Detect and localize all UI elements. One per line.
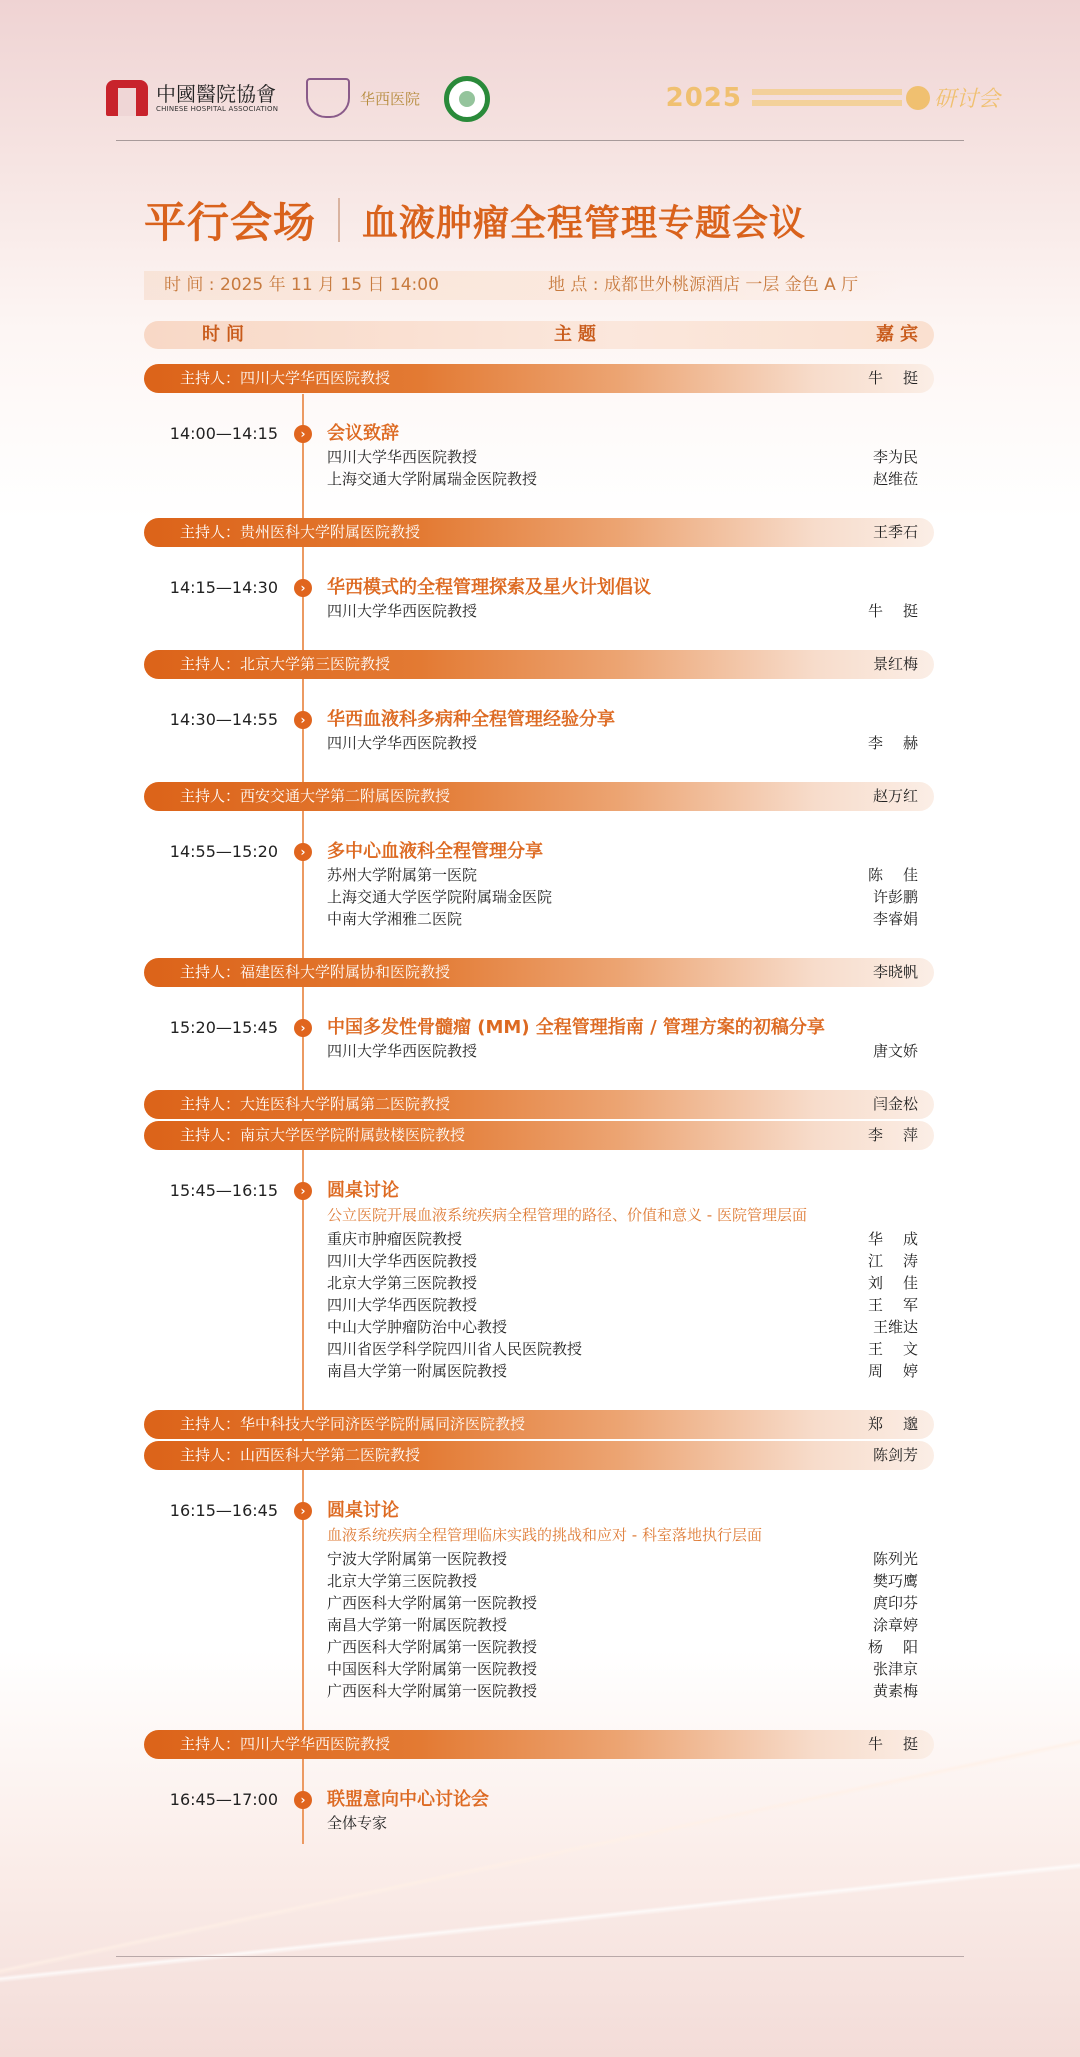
session-time: 16:15—16:45 (169, 1501, 278, 1520)
session-item (0, 395, 1080, 518)
speaker-org: 北京大学第三医院教授 (327, 1572, 478, 1590)
guest-name: 李睿娟 (872, 910, 918, 928)
chevron-right-icon: › (294, 1791, 312, 1809)
speaker-row (327, 1548, 918, 1570)
speaker-row (327, 1228, 918, 1250)
speaker-row (327, 1040, 918, 1062)
speaker-row (327, 468, 918, 490)
session-item (0, 989, 1080, 1090)
logo-bar (106, 78, 1000, 122)
host-label: 主持人：北京大学第三医院教授 (180, 655, 391, 673)
conference-year: 2025 (665, 82, 742, 113)
speaker-org: 上海交通大学附属瑞金医院教授 (327, 470, 538, 488)
guest-name: 李 赫 (868, 734, 918, 752)
speaker-row (327, 1636, 918, 1658)
host-label: 主持人：南京大学医学院附属鼓楼医院教授 (180, 1126, 466, 1144)
guest-name: 唐文娇 (872, 1042, 918, 1060)
speaker-org: 广西医科大学附属第一医院教授 (327, 1594, 538, 1612)
speaker-row (327, 1570, 918, 1592)
speaker-row (327, 908, 918, 930)
guest-name: 王 军 (868, 1296, 918, 1314)
info-time: 时 间 : 2025 年 11 月 15 日 14:00 (164, 275, 439, 295)
speaker-row (327, 1294, 918, 1316)
host-label: 主持人：华中科技大学同济医学院附属同济医院教授 (180, 1415, 526, 1433)
host-bar (144, 782, 934, 811)
session-time: 16:45—17:00 (169, 1790, 278, 1809)
host-name: 牛 挺 (868, 1735, 918, 1753)
session-item (0, 1472, 1080, 1730)
speaker-org: 上海交通大学医学院附属瑞金医院 (327, 888, 553, 906)
guest-name: 王维达 (872, 1318, 918, 1336)
conference-seal-icon (906, 86, 930, 110)
host-bar (144, 958, 934, 987)
society-seal-icon (444, 76, 490, 122)
host-label: 主持人：西安交通大学第二附属医院教授 (180, 787, 451, 805)
host-name: 闫金松 (872, 1095, 918, 1113)
host-name: 王季石 (872, 523, 918, 541)
guest-name: 陈列光 (872, 1550, 918, 1568)
chevron-right-icon: › (294, 843, 312, 861)
speaker-org: 南昌大学第一附属医院教授 (327, 1616, 508, 1634)
guest-name: 江 涛 (868, 1252, 918, 1270)
speaker-row (327, 1338, 918, 1360)
chinese-hospital-association-logo (106, 80, 278, 116)
speaker-org: 南昌大学第一附属医院教授 (327, 1362, 508, 1380)
speaker-org: 四川大学华西医院教授 (327, 602, 478, 620)
speaker-row (327, 1250, 918, 1272)
speaker-row (327, 1592, 918, 1614)
speaker-row (327, 732, 918, 754)
speaker-org: 四川省医学科学院四川省人民医院教授 (327, 1340, 583, 1358)
session-title: 华西模式的全程管理探索及星火计划倡议 (327, 577, 651, 598)
speaker-row (327, 1812, 918, 1834)
guest-name: 赵维莅 (872, 470, 918, 488)
column-header (144, 321, 934, 349)
speaker-org: 四川大学华西医院教授 (327, 448, 478, 466)
conference-word: 研讨会 (933, 87, 1000, 112)
guest-name: 华 成 (868, 1230, 918, 1248)
speaker-org: 苏州大学附属第一医院 (327, 866, 478, 884)
speaker-row (327, 886, 918, 908)
column-topic: 主题 (554, 324, 602, 345)
speaker-row (327, 864, 918, 886)
footer-divider (116, 1956, 964, 1957)
guest-name: 王 文 (868, 1340, 918, 1358)
guest-name: 刘 佳 (868, 1274, 918, 1292)
session-title: 圆桌讨论 (327, 1180, 399, 1201)
session-title: 联盟意向中心讨论会 (327, 1789, 489, 1810)
speaker-org: 北京大学第三医院教授 (327, 1274, 478, 1292)
speaker-org: 中山大学肿瘤防治中心教授 (327, 1318, 508, 1336)
speaker-org: 全体专家 (327, 1814, 388, 1832)
speaker-row (327, 1680, 918, 1702)
title-venue: 平行会场 (144, 198, 317, 247)
guest-name: 黄素梅 (872, 1682, 918, 1700)
session-title: 圆桌讨论 (327, 1500, 399, 1521)
session-time: 14:00—14:15 (169, 424, 278, 443)
title-topic: 血液肿瘤全程管理专题会议 (362, 202, 807, 244)
chevron-right-icon: › (294, 1502, 312, 1520)
speaker-org: 中南大学湘雅二医院 (327, 910, 463, 928)
guest-name: 张津京 (872, 1660, 918, 1678)
speaker-org: 四川大学华西医院教授 (327, 1296, 478, 1314)
host-bar (144, 1730, 934, 1759)
guest-name: 杨 阳 (868, 1638, 918, 1656)
session-title: 华西血液科多病种全程管理经验分享 (327, 709, 615, 730)
conference-logo (666, 82, 1000, 113)
host-bar (144, 1090, 934, 1119)
host-bar (144, 518, 934, 547)
info-bar (144, 271, 904, 300)
guest-name: 陈 佳 (868, 866, 918, 884)
host-bar (144, 1121, 934, 1150)
session-item (0, 1152, 1080, 1410)
title-separator (338, 198, 340, 242)
session-title: 会议致辞 (327, 423, 399, 444)
session-time: 14:15—14:30 (169, 578, 278, 597)
column-guest: 嘉宾 (876, 324, 924, 345)
session-subtitle: 公立医院开展血液系统疾病全程管理的路径、价值和意义 - 医院管理层面 (327, 1206, 807, 1224)
speaker-org: 中国医科大学附属第一医院教授 (327, 1660, 538, 1678)
chevron-right-icon: › (294, 1019, 312, 1037)
guest-name: 李为民 (872, 448, 918, 466)
speaker-row (327, 1316, 918, 1338)
host-bar (144, 1441, 934, 1470)
host-name: 赵万红 (872, 787, 918, 805)
session-item (0, 1761, 1080, 1862)
session-title: 中国多发性骨髓瘤 (MM) 全程管理指南 / 管理方案的初稿分享 (327, 1017, 825, 1038)
host-name: 李 萍 (868, 1126, 918, 1144)
west-china-hospital-logo (306, 78, 420, 118)
host-label: 主持人：福建医科大学附属协和医院教授 (180, 963, 451, 981)
speaker-org: 四川大学华西医院教授 (327, 1042, 478, 1060)
host-label: 主持人：大连医科大学附属第二医院教授 (180, 1095, 451, 1113)
host-label: 主持人：贵州医科大学附属医院教授 (180, 523, 421, 541)
speaker-org: 广西医科大学附属第一医院教授 (327, 1682, 538, 1700)
page-title (144, 190, 806, 250)
guest-name: 周 婷 (868, 1362, 918, 1380)
info-place: 地 点 : 成都世外桃源酒店 一层 金色 A 厅 (548, 275, 859, 295)
session-time: 15:20—15:45 (169, 1018, 278, 1037)
speaker-row (327, 1272, 918, 1294)
cha-name-cn: 中國醫院協會 (156, 82, 276, 106)
speaker-org: 宁波大学附属第一医院教授 (327, 1550, 508, 1568)
host-label: 主持人：四川大学华西医院教授 (180, 369, 391, 387)
host-name: 景红梅 (872, 655, 918, 673)
cha-name-en: CHINESE HOSPITAL ASSOCIATION (156, 105, 279, 113)
guest-name: 许彭鹏 (872, 888, 918, 906)
host-name: 李晓帆 (872, 963, 918, 981)
chevron-right-icon: › (294, 1182, 312, 1200)
west-china-emblem-icon (306, 78, 350, 118)
header-divider (116, 140, 964, 141)
host-label: 主持人：四川大学华西医院教授 (180, 1735, 391, 1753)
host-bar (144, 1410, 934, 1439)
conference-name-lines (752, 84, 902, 111)
host-bar (144, 364, 934, 393)
cha-emblem-icon (106, 80, 148, 116)
speaker-row (327, 600, 918, 622)
guest-name: 涂章婷 (872, 1616, 918, 1634)
chevron-right-icon: › (294, 425, 312, 443)
speaker-row (327, 1614, 918, 1636)
speaker-row (327, 1360, 918, 1382)
host-label: 主持人：山西医科大学第二医院教授 (180, 1446, 421, 1464)
speaker-row (327, 1658, 918, 1680)
speaker-org: 广西医科大学附属第一医院教授 (327, 1638, 538, 1656)
session-title: 多中心血液科全程管理分享 (327, 841, 543, 862)
host-name: 郑 邈 (868, 1415, 918, 1433)
program-list (0, 364, 1080, 1862)
speaker-org: 四川大学华西医院教授 (327, 1252, 478, 1270)
session-item (0, 549, 1080, 650)
session-time: 14:55—15:20 (169, 842, 278, 861)
speaker-org: 四川大学华西医院教授 (327, 734, 478, 752)
chevron-right-icon: › (294, 711, 312, 729)
host-name: 陈剑芳 (872, 1446, 918, 1464)
speaker-org: 重庆市肿瘤医院教授 (327, 1230, 463, 1248)
guest-name: 牛 挺 (868, 602, 918, 620)
host-name: 牛 挺 (868, 369, 918, 387)
west-china-name: 华西医院 (360, 89, 421, 108)
session-item (0, 681, 1080, 782)
speaker-row (327, 446, 918, 468)
guest-name: 庹印芬 (872, 1594, 918, 1612)
chevron-right-icon: › (294, 579, 312, 597)
session-time: 15:45—16:15 (169, 1181, 278, 1200)
session-item (0, 813, 1080, 958)
guest-name: 樊巧鹰 (872, 1572, 918, 1590)
session-time: 14:30—14:55 (169, 710, 278, 729)
column-time: 时间 (202, 324, 250, 345)
session-subtitle: 血液系统疾病全程管理临床实践的挑战和应对 - 科室落地执行层面 (327, 1526, 762, 1544)
host-bar (144, 650, 934, 679)
